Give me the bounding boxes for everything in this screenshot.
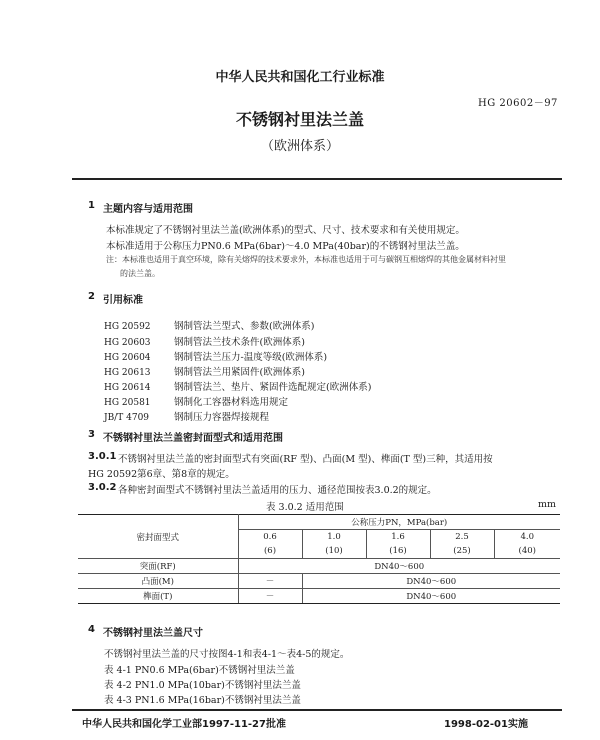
clause-3-0-1-line-2: HG 20592第6章、第8章的规定。: [88, 469, 235, 480]
section-3-heading: 不锈钢衬里法兰盖密封面型式和适用范围: [103, 433, 283, 444]
standard-org-title: 中华人民共和国化工行业标准: [215, 70, 385, 85]
table-header-row: [78, 515, 560, 530]
pressure-cell: 4.0: [494, 530, 560, 545]
reference-code: JB/T 4709: [104, 413, 150, 423]
reference-code: HG 20603: [104, 338, 151, 348]
section-4-heading: 不锈钢衬里法兰盖尺寸: [103, 628, 203, 639]
standard-code: HG 20602－97: [478, 98, 558, 109]
reference-title: 钢制压力容器焊接规程: [174, 412, 270, 423]
bar-cell: (6): [238, 544, 302, 559]
table-list-item: 表 4-1 PN0.6 MPa(6bar)不锈钢衬里法兰盖: [104, 665, 295, 676]
bar-cell: (16): [366, 544, 430, 559]
clause-3-0-2-text: 各种密封面型式不锈钢衬里法兰盖适用的压力、通径范围按表3.0.2的规定。: [118, 485, 437, 496]
bar-cell: (40): [494, 544, 560, 559]
section-2-number: 2: [88, 291, 95, 302]
section-1-para-1: 本标准规定了不锈钢衬里法兰盖(欧洲体系)的型式、尺寸、技术要求和有关使用规定。: [106, 225, 465, 236]
section-1-number: 1: [88, 200, 95, 211]
clause-3-0-1-line-1: 不锈钢衬里法兰盖的密封面型式有突面(RF 型)、凸面(M 型)、榫面(T 型)三种，其适用按: [118, 454, 493, 465]
column-header-seal-type: 密封面型式: [78, 515, 238, 559]
range-cell: DN40～600: [238, 559, 560, 574]
document-subtitle: （欧洲体系）: [260, 139, 339, 154]
pressure-cell: 1.6: [366, 530, 430, 545]
reference-code: HG 20604: [104, 353, 151, 363]
seal-type-cell: 凸面(M): [78, 574, 238, 589]
range-cell: DN40～600: [302, 574, 560, 589]
reference-title: 钢制管法兰技术条件(欧洲体系): [174, 337, 305, 348]
range-cell: DN40～600: [302, 589, 560, 604]
column-header-pressure-group: 公称压力PN，MPa(bar): [238, 515, 560, 530]
reference-item: [104, 405, 269, 424]
table-list-item: 表 4-3 PN1.6 MPa(16bar)不锈钢衬里法兰盖: [104, 695, 301, 706]
section-1-note-line-2: 的法兰盖。: [120, 269, 160, 278]
reference-code: HG 20614: [104, 383, 151, 393]
pressure-cell: 2.5: [430, 530, 494, 545]
section-1-note-line-1: 注：本标准也适用于真空环境，除有关熔焊的技术要求外，本标准也适用于可与碳钢互相熔焊的其他金属材料衬里: [106, 255, 506, 264]
section-3-number: 3: [88, 429, 95, 440]
not-applicable-cell: －: [238, 589, 302, 604]
header-rule: [72, 178, 562, 180]
seal-type-cell: 突面(RF): [78, 559, 238, 574]
clause-3-0-1-number: 3.0.1: [88, 451, 117, 462]
section-1-heading: 主题内容与适用范围: [103, 204, 193, 215]
not-applicable-cell: －: [238, 574, 302, 589]
reference-title: 钢制管法兰、垫片、紧固件选配规定(欧洲体系): [174, 382, 372, 393]
table-unit: mm: [538, 499, 557, 510]
footer-rule: [72, 709, 562, 711]
clause-3-0-2-number: 3.0.2: [88, 482, 117, 493]
approval-date: 中华人民共和国化学工业部1997-11-27批准: [82, 719, 286, 730]
reference-code: HG 20581: [104, 398, 151, 408]
table-row: [78, 589, 560, 604]
bar-cell: (10): [302, 544, 366, 559]
bar-cell: (25): [430, 544, 494, 559]
reference-code: HG 20613: [104, 368, 151, 378]
implementation-date: 1998-02-01实施: [444, 719, 528, 730]
applicability-table: [78, 514, 560, 604]
table-caption: 表 3.0.2 适用范围: [266, 502, 344, 513]
reference-title: 钢制管法兰压力-温度等级(欧洲体系): [174, 352, 328, 363]
pressure-cell: 1.0: [302, 530, 366, 545]
section-2-heading: 引用标准: [103, 295, 143, 306]
section-4-intro: 不锈钢衬里法兰盖的尺寸按图4-1和表4-1～表4-5的规定。: [104, 649, 350, 660]
reference-title: 钢制管法兰用紧固件(欧洲体系): [174, 367, 305, 378]
pressure-cell: 0.6: [238, 530, 302, 545]
table-row: [78, 559, 560, 574]
document-title: 不锈钢衬里法兰盖: [235, 110, 364, 129]
reference-code: HG 20592: [104, 322, 151, 332]
reference-title: 钢制管法兰型式、参数(欧洲体系): [174, 321, 315, 332]
section-1-para-2: 本标准适用于公称压力PN0.6 MPa(6bar)～4.0 MPa(40bar)的不锈钢衬里法兰盖。: [106, 241, 465, 252]
section-4-number: 4: [88, 624, 95, 635]
reference-title: 钢制化工容器材料选用规定: [174, 397, 289, 408]
table-row: [78, 574, 560, 589]
table-list-item: 表 4-2 PN1.0 MPa(10bar)不锈钢衬里法兰盖: [104, 680, 301, 691]
seal-type-cell: 榫面(T): [78, 589, 238, 604]
